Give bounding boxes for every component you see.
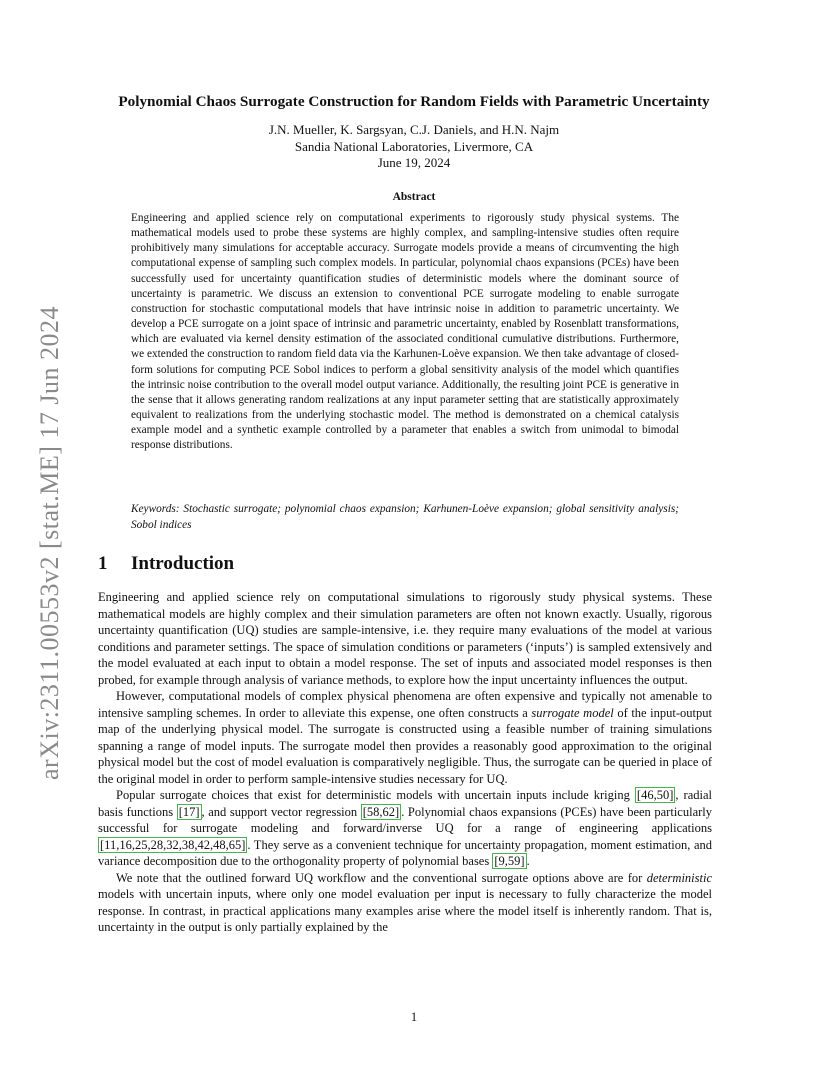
citation-link[interactable]: [9,59] [494,854,525,868]
abstract-body [131,211,679,454]
paragraph: However, computational models of complex physical phenomena are often expensive and typically not amenable to intensive sampling schemes. In order to alleviate this expense, one often constructs a surrogate model of the input-output map of the underlying physical model. The surrogate is constructed using a feasible number of training simulations spanning a range of model inputs. The surrogate model then provides a reasonably good approximation to the original physical model but the cost of model evaluation is comparatively negligible. Thus, the surrogate can be queried in place of the original model in order to perform sample-intensive studies necessary for UQ. [98,689,712,786]
introduction-body [98,589,712,936]
citation-link[interactable]: [46,50] [636,788,674,802]
authors: J.N. Mueller, K. Sargsyan, C.J. Daniels, and H.N. Najm [268,122,560,137]
emphasis: surrogate model [531,705,614,720]
paragraph: We note that the outlined forward UQ workflow and the conventional surrogate options above are for deterministic models with uncertain inputs, where only one model evaluation per input is necessary to fully characterize the model response. In contrast, in practical applications many examples arise where the model itself is inherently random. That is, uncertainty in the output is only partially explained by the [98,870,712,934]
citation-link[interactable]: [17] [178,804,200,819]
section-heading [98,553,234,575]
page-number: 1 [410,1010,418,1024]
paragraph: Engineering and applied science rely on computational simulations to rigorously study physical systems. These mathematical models are highly complex and their simulation parameters are often not known exactly. Usually, rigorous uncertainty quantification (UQ) studies are sample-intensive, i.e. they require many evaluations of the model at various conditions and parameter settings. The space of simulation conditions or parameters (‘inputs’) is sampled extensively and the model evaluated at each input to obtain a model response. The set of inputs and associated model responses is then probed, for example through analysis of variance methods, to explore how the input uncertainty influences the output. [98,590,712,687]
arxiv-identifier: arXiv:2311.00553v2 [stat.ME] 17 Jun 2024 [35,306,64,780]
section-number: 1 [98,553,108,574]
abstract-text: Engineering and applied science rely on computational experiments to rigorously study physical systems. The mathematical models used to probe these systems are highly complex, and sampling-intensive studies often require prohibitively many simulations for acceptable accuracy. Surrogate models provide a means of circumventing the high computational expense of sampling such complex models. In particular, polynomial chaos expansions (PCEs) have been successfully used for uncertainty quantification studies of deterministic models where the dominant source of uncertainty is parametric. We discuss an extension to conventional PCE surrogate modeling to enable surrogate construction for stochastic computational models that have intrinsic noise in addition to parametric uncertainty. We develop a PCE surrogate on a joint space of intrinsic and parametric uncertainty, enabled by Rosenblatt transformations, which are evaluated via kernel density estimation of the associated conditional cumulative distributions. Furthermore, we extended the construction to random field data via the Karhunen-Loève expansion. We then take advantage of closed-form solutions for computing PCE Sobol indices to perform a global sensitivity analysis of the model which quantifies the intrinsic noise contribution to the overall model output variance. Additionally, the resulting joint PCE is generative in the sense that it allows generating random realizations at any input parameter setting that are statistically approximately equivalent to realizations from the underlying stochastic model. The method is demonstrated on a chemical catalysis example model and a synthetic example controlled by a parameter that enables a switch from unimodal to bimodal response distributions. [131,212,679,452]
paper-title: Polynomial Chaos Surrogate Construction for Random Fields with Parametric Uncertainty [118,93,710,110]
keywords: Keywords: Stochastic surrogate; polynomial chaos expansion; Karhunen-Loève expansion; global sensitivity analysis; Sobol indices [131,503,679,531]
paragraph: Popular surrogate choices that exist for deterministic models with uncertain inputs include kriging [46,50] , radial basis functions [17] , and support vector regression [58,62] . Polynomial chaos expansions (PCEs) have been particularly successful for surrogate modeling and forward/inverse UQ for a range of engineering applications [11,16,25,28,32,38,42,48,65] . They serve as a convenient technique for uncertainty propagation, moment estimation, and variance decomposition due to the orthogonality property of polynomial bases [9,59] . [98,788,712,868]
emphasis: deterministic [646,870,712,885]
citation-link[interactable]: [11,16,25,28,32,38,42,48,65] [100,837,246,852]
affiliation: Sandia National Laboratories, Livermore, CA [294,139,534,154]
section-title: Introduction [131,553,235,574]
date: June 19, 2024 [377,155,451,170]
citation-link[interactable]: [58,62] [362,804,400,819]
abstract-heading: Abstract [392,191,436,203]
